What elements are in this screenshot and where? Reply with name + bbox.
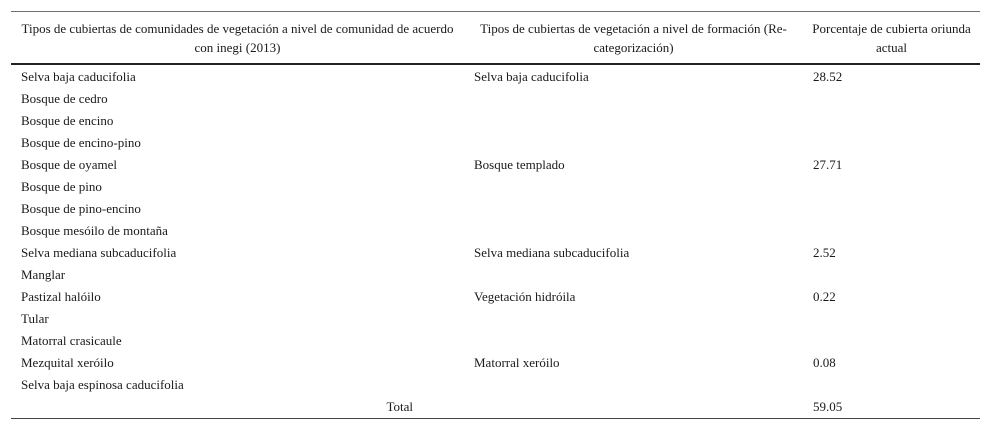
cell-percent [803, 220, 980, 242]
cell-community: Bosque de encino-pino [21, 135, 141, 150]
cell-formation [464, 88, 803, 110]
total-empty-cell [464, 396, 803, 419]
cell-percent: 2.52 [813, 245, 836, 260]
cell-formation [464, 220, 803, 242]
cell-formation: Selva baja caducifolia [474, 69, 589, 84]
cell-percent: 28.52 [813, 69, 843, 84]
table-row [11, 308, 980, 330]
cell-formation [464, 132, 803, 154]
cell-percent [803, 308, 980, 330]
cell-community: Pastizal halóilo [21, 289, 101, 304]
table-row [11, 132, 980, 154]
total-label: Total [11, 396, 464, 419]
table-row [11, 110, 980, 132]
table-body [11, 64, 980, 419]
cell-percent [803, 198, 980, 220]
table-row [11, 88, 980, 110]
cell-community: Selva mediana subcaducifolia [21, 245, 177, 260]
cell-percent [803, 110, 980, 132]
cell-community: Bosque de encino [21, 113, 114, 128]
cell-formation [464, 374, 803, 396]
total-percent: 59.05 [803, 396, 980, 419]
table-row [11, 374, 980, 396]
cell-community: Selva baja caducifolia [21, 69, 136, 84]
cell-formation [464, 176, 803, 198]
table-row [11, 242, 980, 264]
cell-community: Selva baja espinosa caducifolia [21, 377, 184, 392]
cell-formation: Selva mediana subcaducifolia [474, 245, 630, 260]
cell-formation [464, 198, 803, 220]
cell-percent: 0.22 [813, 289, 836, 304]
cell-percent: 27.71 [813, 157, 843, 172]
cell-community: Bosque de oyamel [21, 157, 118, 172]
table-row [11, 220, 980, 242]
cell-community: Bosque mesóilo de montaña [21, 223, 168, 238]
cell-community: Bosque de pino-encino [21, 201, 141, 216]
table-row [11, 176, 980, 198]
cell-formation [464, 110, 803, 132]
table-row [11, 264, 980, 286]
cell-community: Manglar [21, 267, 66, 282]
table-header [11, 12, 980, 65]
cell-formation: Bosque templado [474, 157, 565, 172]
cell-percent [803, 176, 980, 198]
cell-community: Bosque de cedro [21, 91, 108, 106]
cell-percent [803, 330, 980, 352]
cell-formation [464, 264, 803, 286]
header-formation: Tipos de cubiertas de vegetación a nivel de formación (Re-categorización) [480, 21, 787, 55]
header-community: Tipos de cubiertas de comunidades de vegetación a nivel de comunidad de acuerdo con inegi (2013) [21, 21, 454, 55]
table-row [11, 64, 980, 88]
cell-community: Bosque de pino [21, 179, 102, 194]
header-row [11, 12, 980, 65]
table-row [11, 286, 980, 308]
header-percent: Porcentaje de cubierta oriunda actual [812, 21, 971, 55]
cell-community: Tular [21, 311, 49, 326]
cell-community: Mezquital xeróilo [21, 355, 114, 370]
cell-percent [803, 88, 980, 110]
cell-percent [803, 374, 980, 396]
cell-percent [803, 264, 980, 286]
vegetation-table-container [11, 11, 980, 419]
total-row [11, 396, 980, 419]
cell-formation [464, 330, 803, 352]
cell-formation: Matorral xeróilo [474, 355, 560, 370]
table-row [11, 352, 980, 374]
cell-percent [803, 132, 980, 154]
cell-formation [464, 308, 803, 330]
table-row [11, 330, 980, 352]
cell-percent: 0.08 [813, 355, 836, 370]
cell-community: Matorral crasicaule [21, 333, 122, 348]
table-row [11, 198, 980, 220]
cell-formation: Vegetación hidróila [474, 289, 576, 304]
table-row [11, 154, 980, 176]
vegetation-cover-table [11, 11, 980, 419]
